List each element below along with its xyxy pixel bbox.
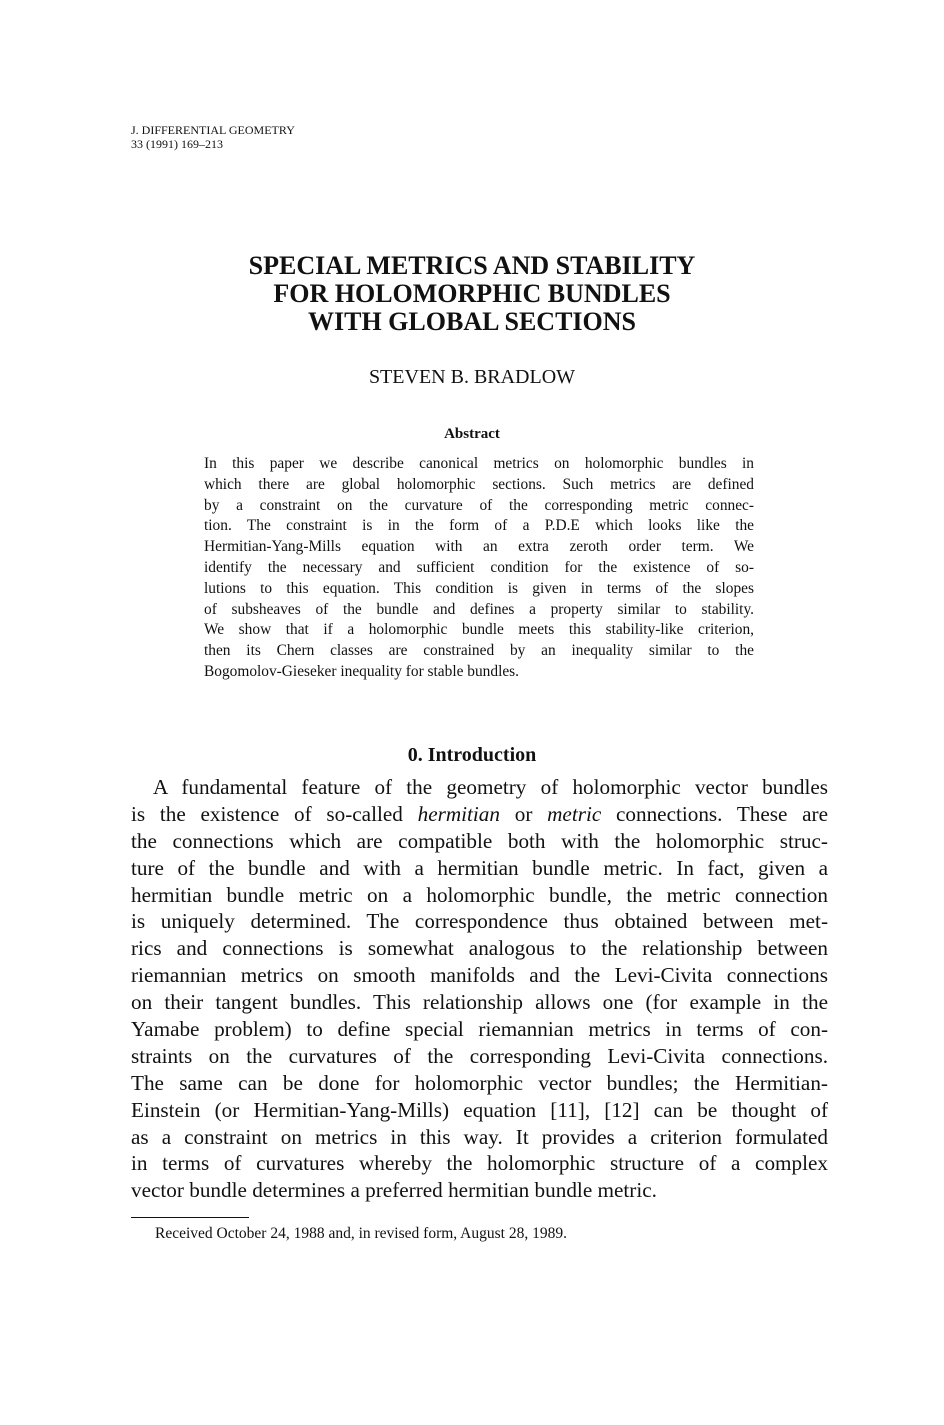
journal-name: J. DIFFERENTIAL GEOMETRY (131, 123, 295, 137)
section-heading-introduction: 0. Introduction (407, 744, 537, 766)
intro-line: A fundamental feature of the geometry of holomorphic vector bundles (153, 775, 828, 799)
intro-line: ture of the bundle and with a hermitian bundle metric. In fact, given a (131, 855, 828, 880)
abstract-line: Bogomolov-Gieseker inequality for stable bundles. (204, 662, 520, 680)
journal-volume-info: 33 (1991) 169–213 (131, 137, 223, 151)
abstract-line: tion. The constraint is in the form of a P.D.E which looks like the (204, 517, 754, 535)
footnote-divider (131, 1217, 249, 1218)
intro-line: The same can be done for holomorphic vector bundles; the Hermitian- (131, 1070, 828, 1095)
intro-line: the connections which are compatible both with the holomorphic struc- (131, 828, 828, 853)
intro-line: rics and connections is somewhat analogous to the relationship between (131, 936, 828, 961)
title-line: FOR HOLOMORPHIC BUNDLES (273, 279, 671, 308)
footnote-received: Received October 24, 1988 and, in revised form, August 28, 1989. (155, 1225, 567, 1242)
intro-line: vector bundle determines a preferred hermitian bundle metric. (131, 1178, 657, 1203)
intro-line: on their tangent bundles. This relationship allows one (for example in the (131, 990, 828, 1015)
intro-text: is the existence of so-called (131, 801, 418, 826)
intro-line: Einstein (or Hermitian-Yang-Mills) equation [11], [12] can be thought of (131, 1097, 828, 1122)
term-hermitian: hermitian (417, 801, 500, 826)
intro-line (131, 801, 828, 828)
intro-line: in terms of curvatures whereby the holomorphic structure of a complex (131, 1151, 828, 1176)
abstract-line: lutions to this equation. This condition is given in terms of the slopes (204, 579, 754, 597)
intro-line: is uniquely determined. The correspondence thus obtained between met- (131, 909, 828, 934)
abstract-heading: Abstract (444, 426, 500, 442)
abstract-line: which there are global holomorphic sections. Such metrics are defined (204, 475, 754, 493)
intro-line: riemannian metrics on smooth manifolds and the Levi-Civita connections (131, 963, 828, 988)
abstract-line: identify the necessary and sufficient condition for the existence of so- (204, 558, 754, 576)
title-line: WITH GLOBAL SECTIONS (308, 307, 636, 336)
intro-line: Yamabe problem) to define special riemannian metrics in terms of con- (131, 1017, 828, 1042)
intro-line: as a constraint on metrics in this way. It provides a criterion formulated (131, 1124, 828, 1149)
abstract-line: of subsheaves of the bundle and defines a property similar to stability. (204, 600, 754, 618)
intro-text: or (500, 801, 548, 826)
abstract-body (204, 454, 754, 683)
abstract-line: In this paper we describe canonical metrics on holomorphic bundles in (204, 455, 754, 472)
abstract-line: Hermitian-Yang-Mills equation with an extra zeroth order term. We (204, 538, 754, 556)
abstract-line: We show that if a holomorphic bundle meets this stability-like criterion, (204, 621, 754, 639)
intro-line: straints on the curvatures of the corresponding Levi-Civita connections. (131, 1043, 828, 1068)
journal-header (131, 123, 295, 151)
intro-text: connections. These are (601, 801, 828, 826)
author-name: STEVEN B. BRADLOW (368, 366, 576, 388)
abstract-line: by a constraint on the curvature of the corresponding metric connec- (204, 496, 754, 514)
introduction-body (131, 774, 828, 1204)
intro-line: hermitian bundle metric on a holomorphic bundle, the metric connection (131, 882, 828, 907)
term-metric: metric (547, 801, 602, 826)
abstract-line: then its Chern classes are constrained by an inequality similar to the (204, 642, 754, 660)
paper-title (0, 252, 944, 336)
title-line: SPECIAL METRICS AND STABILITY (248, 251, 696, 280)
